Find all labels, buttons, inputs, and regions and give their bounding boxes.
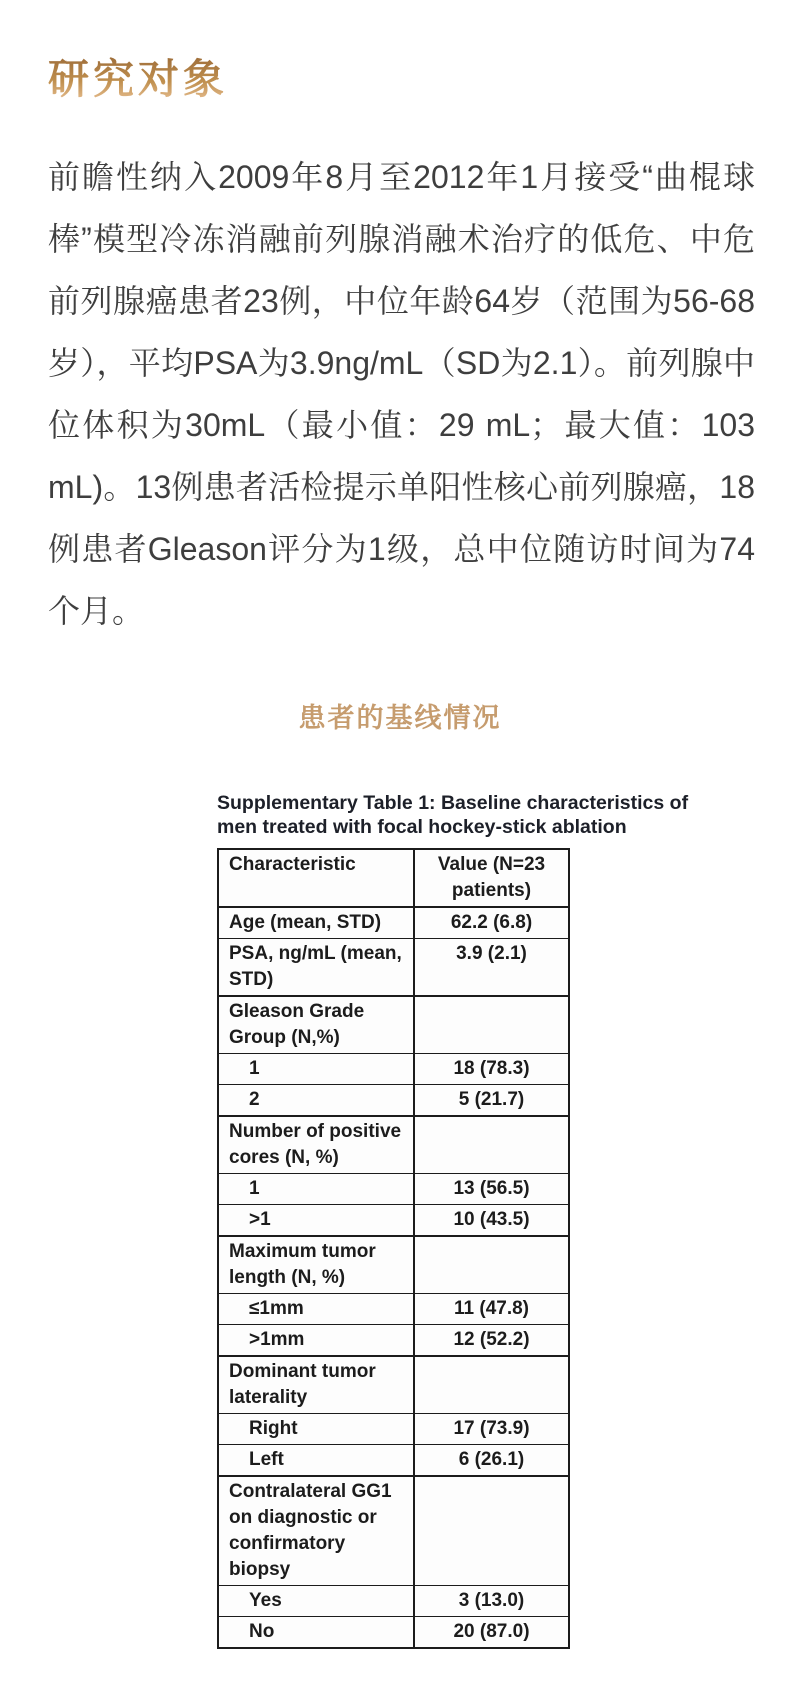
table-row bbox=[218, 996, 569, 1054]
row-value bbox=[414, 996, 569, 1054]
table-row bbox=[218, 1476, 569, 1586]
row-value: 5 (21.7) bbox=[414, 1085, 569, 1117]
study-paragraph: 前瞻性纳入2009年8月至2012年1月接受“曲棍球棒”模型冷冻消融前列腺消融术治疗的低危、中危前列腺癌患者23例，中位年龄64岁（范围为56-68岁），平均PSA为3.9ng/mL（SD为2.1）。前列腺中位体积为30mL（最小值：29 mL；最大值：103 mL)。13例患者活检提示单阳性核心前列腺癌，18例患者Gleason评分为1级，总中位随访时间为74个月。 bbox=[48, 159, 755, 629]
row-value: 18 (78.3) bbox=[414, 1054, 569, 1085]
table-row bbox=[218, 1236, 569, 1294]
table-header-row bbox=[218, 849, 569, 907]
baseline-table-figure bbox=[217, 791, 800, 1649]
row-label: Yes bbox=[218, 1586, 414, 1617]
table-row bbox=[218, 1356, 569, 1414]
row-value: 17 (73.9) bbox=[414, 1414, 569, 1445]
table-row bbox=[218, 1116, 569, 1174]
row-label: PSA, ng/mL (mean, STD) bbox=[218, 939, 414, 997]
baseline-table-body bbox=[218, 907, 569, 1648]
section-heading bbox=[0, 0, 800, 104]
table-row bbox=[218, 1414, 569, 1445]
row-label: Left bbox=[218, 1445, 414, 1477]
row-label: >1mm bbox=[218, 1325, 414, 1357]
row-label: 2 bbox=[218, 1085, 414, 1117]
row-value: 11 (47.8) bbox=[414, 1294, 569, 1325]
row-label: >1 bbox=[218, 1205, 414, 1237]
table-row bbox=[218, 1617, 569, 1649]
row-label: Maximum tumor length (N, %) bbox=[218, 1236, 414, 1294]
row-value bbox=[414, 1236, 569, 1294]
row-value: 20 (87.0) bbox=[414, 1617, 569, 1649]
table-row bbox=[218, 907, 569, 939]
row-label: Number of positive cores (N, %) bbox=[218, 1116, 414, 1174]
table-title-line1: Supplementary Table 1: Baseline characteristics of bbox=[217, 792, 689, 814]
table-row bbox=[218, 1085, 569, 1117]
row-value: 6 (26.1) bbox=[414, 1445, 569, 1477]
figure-caption: 患者的基线情况 bbox=[298, 703, 502, 733]
row-label: 1 bbox=[218, 1054, 414, 1085]
row-label: Contralateral GG1 on diagnostic or confirmatory biopsy bbox=[218, 1476, 414, 1586]
row-value: 10 (43.5) bbox=[414, 1205, 569, 1237]
table-row bbox=[218, 1325, 569, 1357]
table-row bbox=[218, 1174, 569, 1205]
table-row bbox=[218, 1445, 569, 1477]
row-label: 1 bbox=[218, 1174, 414, 1205]
row-value: 12 (52.2) bbox=[414, 1325, 569, 1357]
table-row bbox=[218, 1205, 569, 1237]
table-row bbox=[218, 1054, 569, 1085]
table-row bbox=[218, 1294, 569, 1325]
row-label: Right bbox=[218, 1414, 414, 1445]
row-value: 13 (56.5) bbox=[414, 1174, 569, 1205]
table-row bbox=[218, 1586, 569, 1617]
row-value bbox=[414, 1116, 569, 1174]
row-label: ≤1mm bbox=[218, 1294, 414, 1325]
row-value bbox=[414, 1476, 569, 1586]
row-value: 62.2 (6.8) bbox=[414, 907, 569, 939]
row-value: 3 (13.0) bbox=[414, 1586, 569, 1617]
table-header-characteristic: Characteristic bbox=[218, 849, 414, 907]
row-label: Dominant tumor laterality bbox=[218, 1356, 414, 1414]
row-label: Age (mean, STD) bbox=[218, 907, 414, 939]
table-title-line2: men treated with focal hockey-stick ablation bbox=[217, 816, 627, 838]
row-value: 3.9 (2.1) bbox=[414, 939, 569, 997]
row-label: Gleason Grade Group (N,%) bbox=[218, 996, 414, 1054]
section-heading-text: 研究对象 bbox=[48, 55, 228, 103]
table-row bbox=[218, 939, 569, 997]
baseline-table bbox=[217, 848, 570, 1649]
row-value bbox=[414, 1356, 569, 1414]
table-header-value: Value (N=23 patients) bbox=[414, 849, 569, 907]
row-label: No bbox=[218, 1617, 414, 1649]
